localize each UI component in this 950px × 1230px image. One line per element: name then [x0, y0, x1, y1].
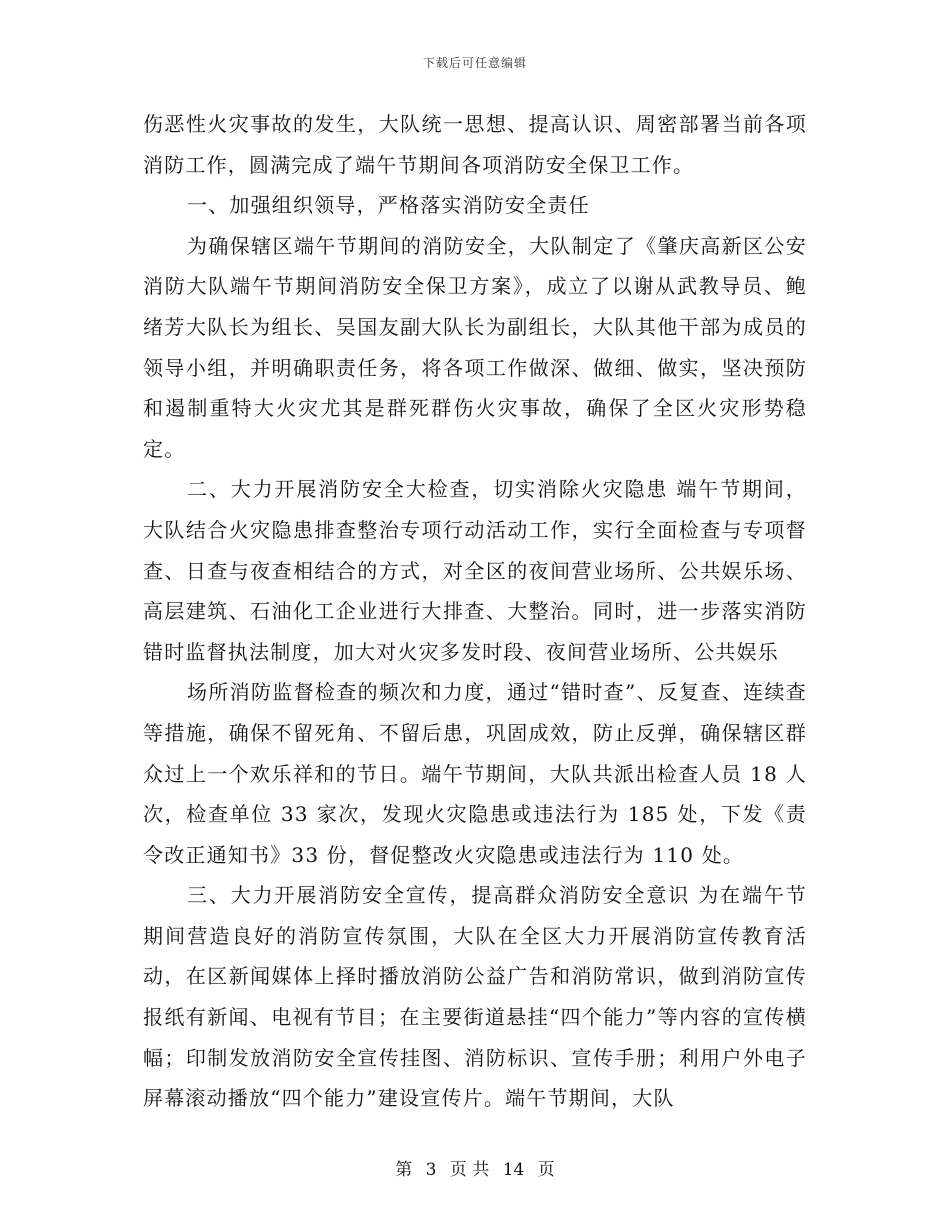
footer-middle: 页 共 [449, 1160, 490, 1180]
document-body [143, 104, 807, 1119]
paragraph-1: 伤恶性火灾事故的发生，大队统一思想、提高认识、周密部署当前各项消防工作，圆满完成了端午节期间各项消防安全保卫工作。 [143, 112, 807, 177]
page-header: 下载后可任意编辑 [422, 56, 527, 70]
paragraph-3: 二、大力开展消防安全大检查，切实消除火灾隐患 端午节期间，大队结合火灾隐患排查整治专项行动活动工作，实行全面检查与专项督查、日查与夜查相结合的方式，对全区的夜间营业场所、公共娱乐场、高层建筑、石油化工企业进行大排查、大整治。同时，进一步落实消防错时监督执法制度，加大对火灾多发时段、夜间营业场所、公共娱乐 [143, 477, 807, 664]
footer-total-pages: 14 [502, 1160, 525, 1180]
paragraph-4: 场所消防监督检查的频次和力度，通过“错时查”、反复查、连续查等措施，确保不留死角、不留后患，巩固成效，防止反弹，确保辖区群众过上一个欢乐祥和的节日。端午节期间，大队共派出检查人员 18 人次，检查单位 33 家次，发现火灾隐患或违法行为 185 处，下发《责令改正通知书》33 份，督促整改火灾隐患或违法行为 110 处。 [143, 680, 807, 867]
footer-page-number: 3 [425, 1160, 437, 1180]
paragraph-2: 为确保辖区端午节期间的消防安全，大队制定了《肇庆高新区公安消防大队端午节期间消防安全保卫方案》，成立了以谢从武教导员、鲍绪芳大队长为组长、吴国友副大队长为副组长，大队其他干部为成员的领导小组，并明确职责任务，将各项工作做深、做细、做实，坚决预防和遏制重特大火灾尤其是群死群伤火灾事故，确保了全区火灾形势稳定。 [143, 233, 807, 461]
page-footer [0, 1155, 950, 1180]
footer-suffix: 页 [537, 1160, 555, 1180]
footer-prefix: 第 [395, 1160, 413, 1180]
section-heading-1: 一、加强组织领导，严格落实消防安全责任 [187, 193, 590, 218]
paragraph-5: 三、大力开展消防安全宣传，提高群众消防安全意识 为在端午节期间营造良好的消防宣传氛围，大队在全区大力开展消防宣传教育活动，在区新闻媒体上择时播放消防公益广告和消防常识，做到消防宣传报纸有新闻、电视有节目；在主要街道悬挂“四个能力”等内容的宣传横幅；印制发放消防安全宣传挂图、消防标识、宣传手册；利用户外电子屏幕滚动播放“四个能力”建设宣传片。端午节期间，大队 [143, 883, 807, 1111]
